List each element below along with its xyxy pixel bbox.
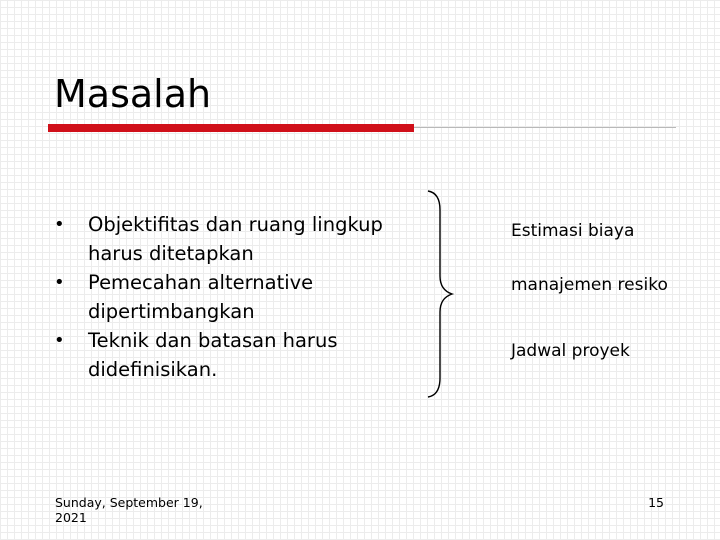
footer-date: Sunday, September 19, 2021 [55, 495, 203, 525]
bullet-text: Objektifitas dan ruang lingkup harus ditetapkan [88, 213, 383, 265]
bullet-dot-icon: • [54, 214, 65, 235]
bullet-list [52, 210, 412, 384]
title-underline-accent [48, 124, 414, 132]
bullet-dot-icon: • [54, 272, 65, 293]
title-underline-line [414, 127, 676, 128]
bullet-item [52, 210, 412, 268]
bullet-text: Teknik dan batasan harus didefinisikan. [88, 329, 338, 381]
right-item-manajemen-resiko: manajemen resiko [511, 275, 668, 295]
bullet-dot-icon: • [54, 330, 65, 351]
slide-title: Masalah [54, 72, 212, 116]
bullet-item [52, 326, 412, 384]
right-item-estimasi-biaya: Estimasi biaya [511, 221, 635, 241]
bullet-item [52, 268, 412, 326]
bullet-text: Pemecahan alternative dipertimbangkan [88, 271, 314, 323]
right-item-jadwal-proyek: Jadwal proyek [511, 341, 630, 361]
page-number: 15 [648, 495, 664, 510]
curly-brace-icon [418, 188, 466, 400]
